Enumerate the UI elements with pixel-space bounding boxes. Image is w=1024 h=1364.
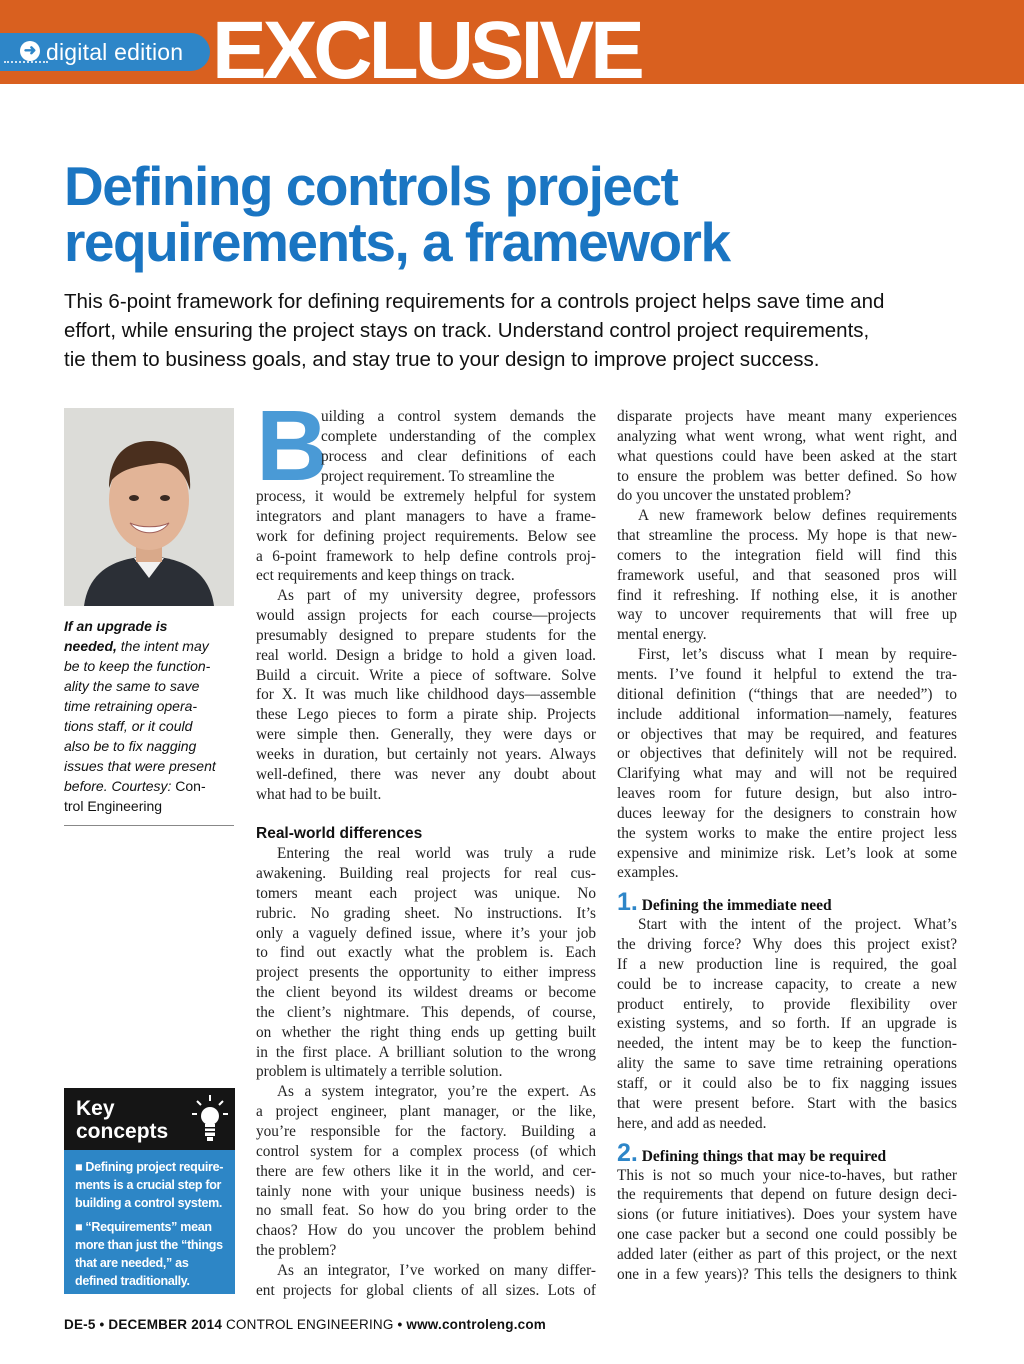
text-line: As part of my university degree, professors [277,587,596,605]
key-concept-2-line-1: ■ “Requirements” mean [75,1220,212,1234]
text-line: This is not so much your nice-to-haves, but rather [617,1166,957,1184]
text-line: well-defined, there was never any doubt about [256,765,596,783]
paragraph-system-integrator [256,1082,596,1261]
paragraph-disparate-projects [617,407,957,506]
text-line: Clarifying what may and will not be required [617,765,957,783]
text-line: to find out exactly what the problem is. Each [256,944,596,962]
text-line: Start with the intent of the project. What’s [638,916,957,934]
text-line: Entering the real world was truly a rude [277,845,596,863]
text-line: ments. I’ve found it helpful to extend the tra- [617,665,957,683]
text-line: include additional information—namely, features [617,705,957,723]
paragraph-may-be-required [617,1166,957,1285]
text-line: there are few others like it in the world, and cer- [256,1162,596,1180]
text-line: First, let’s discuss what I mean by require- [638,646,957,664]
key-concepts-title [76,1097,168,1143]
section-gap [617,1134,957,1144]
deck-line-2: effort, while ensuring the project stays on track. Understand control project requirements, [64,319,870,342]
text-line: the client beyond its wildest dreams or become [256,984,596,1002]
section-number-1: 1. [617,888,638,917]
section-number-2: 2. [617,1138,638,1167]
body-column-middle [256,390,596,1301]
section-gap [256,805,596,825]
text-line: real world. Design a bridge to hold a given load. [256,646,596,664]
text-line: ect requirements and keep things on track. [256,567,515,585]
text-line: that streamline the process. My hope is that new- [617,527,957,545]
text-line: If a new production line is required, the goal [617,955,957,973]
publication-name: CONTROL ENGINEERING [222,1317,394,1332]
text-line: process, it would be extremely helpful for system [256,488,596,505]
text-line: weeks in duration, but certainly not years. Always [256,745,596,763]
text-line: for X. It was much like childhood days—assemble [256,686,596,704]
paragraph-university [256,586,596,804]
key-concept-item [75,1158,231,1212]
key-concept-item [75,1218,231,1290]
caption-line-1: the intent may [116,638,209,654]
text-line: sions (or future initiatives). Does your system have [617,1206,957,1224]
caption-line-2: be to keep the function- [64,658,211,674]
text-line: to ensure the problem was better defined. So how [617,467,957,485]
text-line: what had to be built. [256,785,382,803]
text-line: ditional definition (“things that are needed”) to [617,685,957,703]
text-line: examples. [617,864,679,882]
text-line: project requirement. To streamline the [321,467,555,485]
caption-credit: Con- [171,778,206,794]
text-line: here, and add as needed. [617,1114,767,1132]
text-line: were simple then. Generally, they were days or [256,726,596,744]
text-line: what questions could have been asked at the start [617,447,957,465]
text-line: duces leeway for the designers to constrain how [617,804,957,822]
text-line: no small feat. So how do you bring order to the [256,1202,596,1220]
caption-lead-2: needed, [64,638,117,654]
key-concepts-header [64,1088,235,1150]
text-line: the driving force? Why does this project exist? [617,936,957,954]
text-line: As an integrator, I’ve worked on many differ- [277,1261,596,1279]
caption-line-7: issues that were present [64,758,216,774]
key-concept-1-line-2: ments is a crucial step for [75,1178,222,1192]
key-concepts-list [75,1158,231,1296]
text-line: expensive and minimize risk. Let’s look at some [617,844,957,862]
text-line: staff, or it could also be to fix nagging issues [617,1075,957,1092]
text-line: chaos? How do you uncover the problem behind [256,1222,596,1240]
section-heading-1 [617,888,957,917]
key-title-line-1: Key [76,1097,115,1120]
text-line: would assign projects for each course—projects [256,607,596,625]
text-line: awakening. Building real projects for real cus- [256,865,596,883]
author-photo [64,408,234,606]
section-heading-2 [617,1138,957,1167]
key-concept-2-line-3: that are needed,” as [75,1256,189,1270]
caption-line-8: before. Courtesy: [64,778,172,794]
text-line: the client’s nightmare. This depends, of course, [256,1003,596,1021]
text-line: do you uncover the unstated problem? [617,487,852,505]
paragraph-integrator-experience [256,1261,596,1301]
text-line: these Lego pieces to form a pirate ship. Projects [256,706,596,724]
text-line: that were present before. Start with the basics [617,1094,957,1112]
text-line: leaves room for future design, but also intro- [617,785,957,803]
text-line: a 6-point framework to help define controls proj- [256,547,596,565]
text-line: problem is ultimately a terrible solution. [256,1063,503,1081]
text-line: only a vaguely defined issue, where it’s your job [256,924,596,942]
digital-edition-label: digital edition [46,39,184,65]
text-line: comers to the integration field will find this [617,546,957,564]
text-line: could be to increase capacity, to create a new [617,975,957,993]
text-line: added later (either as part of this project, or the next [617,1245,957,1263]
page-footer [64,1316,546,1334]
footer-separator: • [393,1317,407,1332]
deck-line-3: tie them to business goals, and stay true to your design to improve project success. [64,348,820,371]
key-concept-2-line-4: defined traditionally. [75,1274,190,1288]
text-line: a project engineer, plant manager, or the like, [256,1103,596,1121]
section-title-1: Defining the immediate need [641,897,832,915]
paragraph-immediate-need [617,915,957,1133]
text-line: the problem? [256,1242,337,1260]
text-line: A new framework below defines requirements [638,507,957,525]
key-concept-1-line-1: ■ Defining project require- [75,1160,224,1174]
text-line: on whether the right thing ends up getting built [256,1023,596,1041]
key-title-line-2: concepts [76,1120,169,1143]
text-line: product entirely, to provide flexibility over [617,995,957,1013]
text-line: ality the same to save time retraining operations [617,1055,957,1073]
text-line: needed, the intent may be to keep the function- [617,1035,957,1053]
caption-line-4: time retraining opera- [64,698,198,714]
paragraph-new-framework [617,506,957,645]
text-line: tomers meant each project was unique. No [256,884,596,902]
lightbulb-icon [192,1094,228,1146]
key-concept-1-line-3: building a control system. [75,1196,223,1210]
text-line: ent projects for global clients of all sizes. Lots of [256,1281,596,1299]
intro-paragraph-rest [256,487,596,586]
text-line: or objectives that may be required, and features [617,725,957,743]
text-line: uilding a control system demands the [321,408,596,425]
article-title [64,155,964,273]
text-line: one case packer but a second one could possibly be [617,1226,957,1244]
body-column-right [617,407,957,1285]
title-line-1: Defining controls project [64,155,678,217]
text-line: you’re responsible for the factory. Building a [256,1123,596,1140]
text-line: Build a circuit. Write a piece of software. Solve [256,666,596,684]
text-line: complete understanding of the complex [321,427,596,445]
text-line: one in a few years)? This tells the designers to think [617,1265,957,1283]
text-line: framework useful, and that seasoned pros will [617,566,957,584]
text-line: in the first place. A brilliant solution to the wrong [256,1043,596,1061]
digital-edition-badge [0,33,210,71]
text-line: way to uncover requirements that will free up [617,606,957,624]
footer-separator: • [95,1317,109,1332]
text-line: mental energy. [617,626,707,644]
dotted-line-decoration [4,61,48,63]
issue-date: DECEMBER 2014 [108,1317,223,1332]
deck-line-1: This 6-point framework for defining requirements for a controls project helps save time and [64,290,885,313]
text-line: project presents the opportunity to either impress [256,964,596,982]
caption-line-3: ality the same to save [64,678,200,694]
text-line: tainly none with your unique business needs) is [256,1182,596,1200]
paragraph-real-world [256,844,596,1082]
article-deck [64,287,964,374]
website-link[interactable]: www.controleng.com [406,1317,546,1332]
text-line: disparate projects have meant many experiences [617,408,957,425]
caption-line-5: tions staff, or it could [64,718,193,734]
caption-line-6: also be to fix nagging [64,738,197,754]
key-concepts-box [64,1088,235,1294]
text-line: the requirements that depend on future design deci- [617,1186,957,1204]
caption-divider [64,825,234,826]
text-line: analyzing what went wrong, what went right, and [617,427,957,445]
caption-credit-2: trol Engineering [64,798,163,814]
text-line: As a system integrator, you’re the expert. As [277,1083,596,1101]
caption-lead: If an upgrade is [64,618,168,634]
exclusive-banner [0,0,1024,96]
author-portrait-illustration [64,408,234,606]
photo-caption [64,616,234,816]
section-gap [617,883,957,893]
title-line-2: requirements, a framework [64,211,730,273]
page-number: DE-5 [64,1317,96,1332]
section-title-2: Defining things that may be required [641,1147,887,1165]
text-line: process and clear definitions of each [321,447,596,465]
exclusive-wordmark: EXCLUSIVE [212,5,641,96]
text-line: work for defining project requirements. Below see [256,527,596,545]
text-line: find it refreshing. If nothing else, it is another [617,586,957,604]
arrow-right-icon: ➜ [20,41,40,61]
drop-cap: B [256,390,329,502]
text-line: integrators and plant managers to have a frame- [256,507,596,525]
text-line: control system for a complex process (of which [256,1142,596,1160]
paragraph-requirements-definition [617,645,957,883]
text-line: the system works to make the entire project less [617,824,957,842]
text-line: existing systems, and so forth. If an upgrade is [617,1015,957,1033]
text-line: or objectives that definitely will not be required. [617,745,957,763]
text-line: rubric. No grading sheet. No instructions. It’s [256,904,596,922]
key-concept-2-line-2: more than just the “things [75,1238,223,1252]
subhead-real-world: Real-world differences [256,825,423,843]
text-line: presumably designed to prepare students for the [256,626,596,644]
